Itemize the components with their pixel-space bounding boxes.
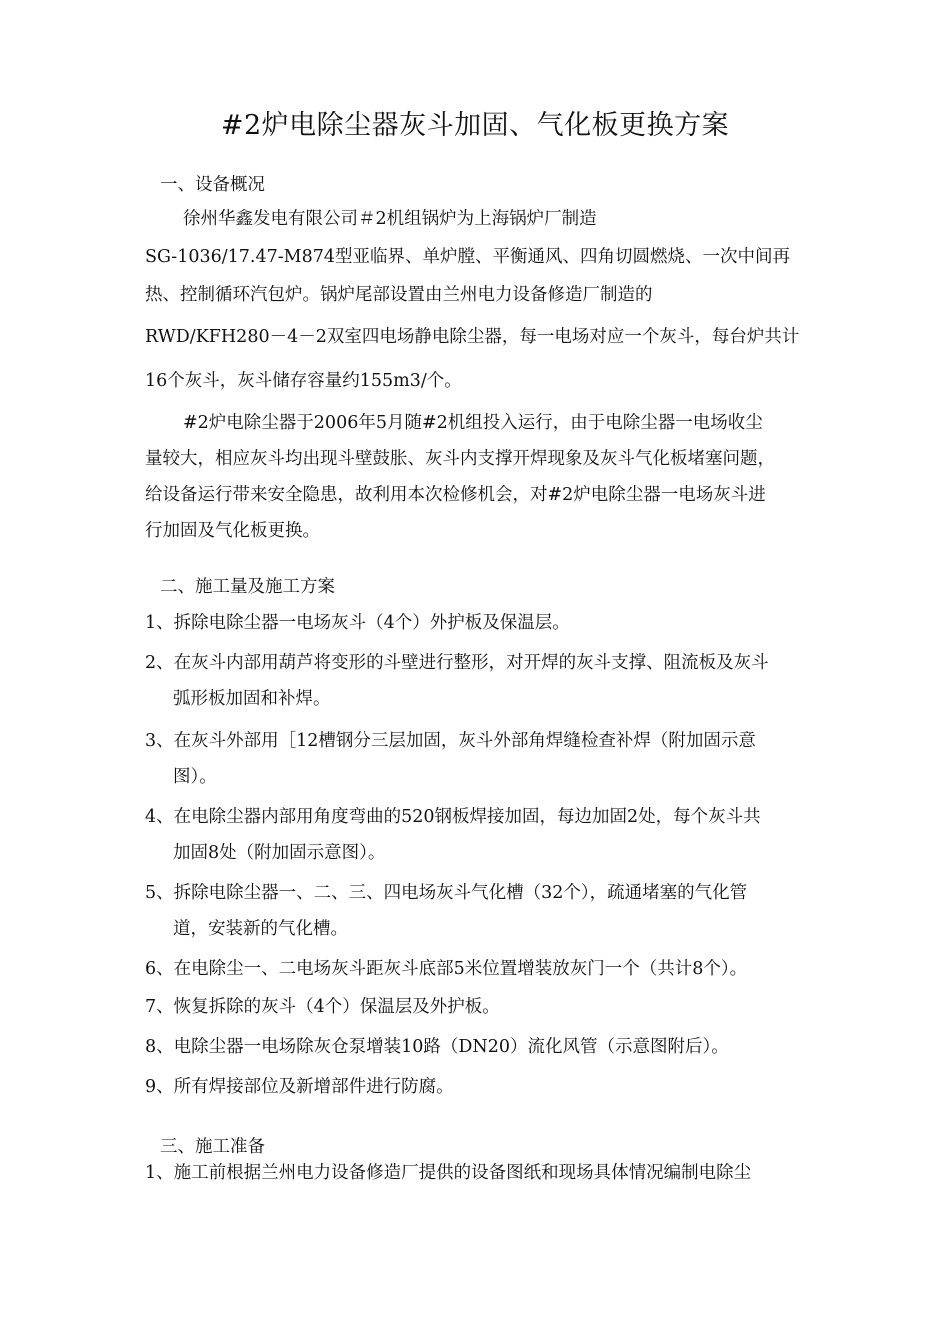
- list-item: 4、在电除尘器内部用角度弯曲的520钢板焊接加固，每边加固2处，每个灰斗共: [145, 807, 761, 827]
- paragraph-line: RWD/KFH280－4－2双室四电场静电除尘器，每一电场对应一个灰斗，每台炉共计: [145, 327, 800, 347]
- paragraph-line: 给设备运行带来安全隐患，故利用本次检修机会，对#2炉电除尘器一电场灰斗进: [145, 485, 766, 505]
- list-item: 1、施工前根据兰州电力设备修造厂提供的设备图纸和现场具体情况编制电除尘: [145, 1163, 752, 1183]
- document-title: #2炉电除尘器灰斗加固、气化板更换方案: [220, 110, 730, 141]
- list-item: 1、拆除电除尘器一电场灰斗（4个）外护板及保温层。: [145, 613, 570, 633]
- paragraph-line: SG-1036/17.47-M874型亚临界、单炉膛、平衡通风、四角切圆燃烧、一次中间再: [145, 247, 790, 267]
- list-item: 3、在灰斗外部用［12槽钢分三层加固，灰斗外部角焊缝检查补焊（附加固示意: [145, 731, 756, 751]
- list-item: 2、在灰斗内部用葫芦将变形的斗壁进行整形，对开焊的灰斗支撑、阻流板及灰斗: [145, 653, 769, 673]
- list-item-continuation: 弧形板加固和补焊。: [173, 689, 331, 709]
- list-item: 9、所有焊接部位及新增部件进行防腐。: [145, 1077, 454, 1097]
- list-item-continuation: 道，安装新的气化槽。: [173, 919, 348, 939]
- list-item: 8、电除尘器一电场除灰仓泵增装10路（DN20）流化风管（示意图附后）。: [145, 1037, 729, 1057]
- list-item-continuation: 加固8处（附加固示意图）。: [173, 843, 386, 863]
- section-heading-overview: 一、设备概况: [160, 175, 265, 195]
- list-item: 7、恢复拆除的灰斗（4个）保温层及外护板。: [145, 997, 500, 1017]
- paragraph-line: #2炉电除尘器于2006年5月随#2机组投入运行，由于电除尘器一电场收尘: [183, 413, 763, 433]
- paragraph-line: 16个灰斗，灰斗储存容量约155m3/个。: [145, 371, 462, 391]
- paragraph-line: 量较大，相应灰斗均出现斗壁鼓胀、灰斗内支撑开焊现象及灰斗气化板堵塞问题，: [145, 449, 775, 469]
- list-item-continuation: 图）。: [173, 767, 217, 787]
- paragraph-line: 行加固及气化板更换。: [145, 521, 320, 541]
- paragraph-line: 徐州华鑫发电有限公司＃2机组锅炉为上海锅炉厂制造: [183, 209, 597, 229]
- section-heading-preparation: 三、施工准备: [160, 1137, 265, 1157]
- section-heading-construction: 二、施工量及施工方案: [160, 577, 335, 597]
- list-item: 5、拆除电除尘器一、二、三、四电场灰斗气化槽（32个），疏通堵塞的气化管: [145, 883, 748, 903]
- paragraph-line: 热、控制循环汽包炉。锅炉尾部设置由兰州电力设备修造厂制造的: [145, 285, 653, 305]
- list-item: 6、在电除尘一、二电场灰斗距灰斗底部5米位置增装放灰门一个（共计8个）。: [145, 959, 748, 979]
